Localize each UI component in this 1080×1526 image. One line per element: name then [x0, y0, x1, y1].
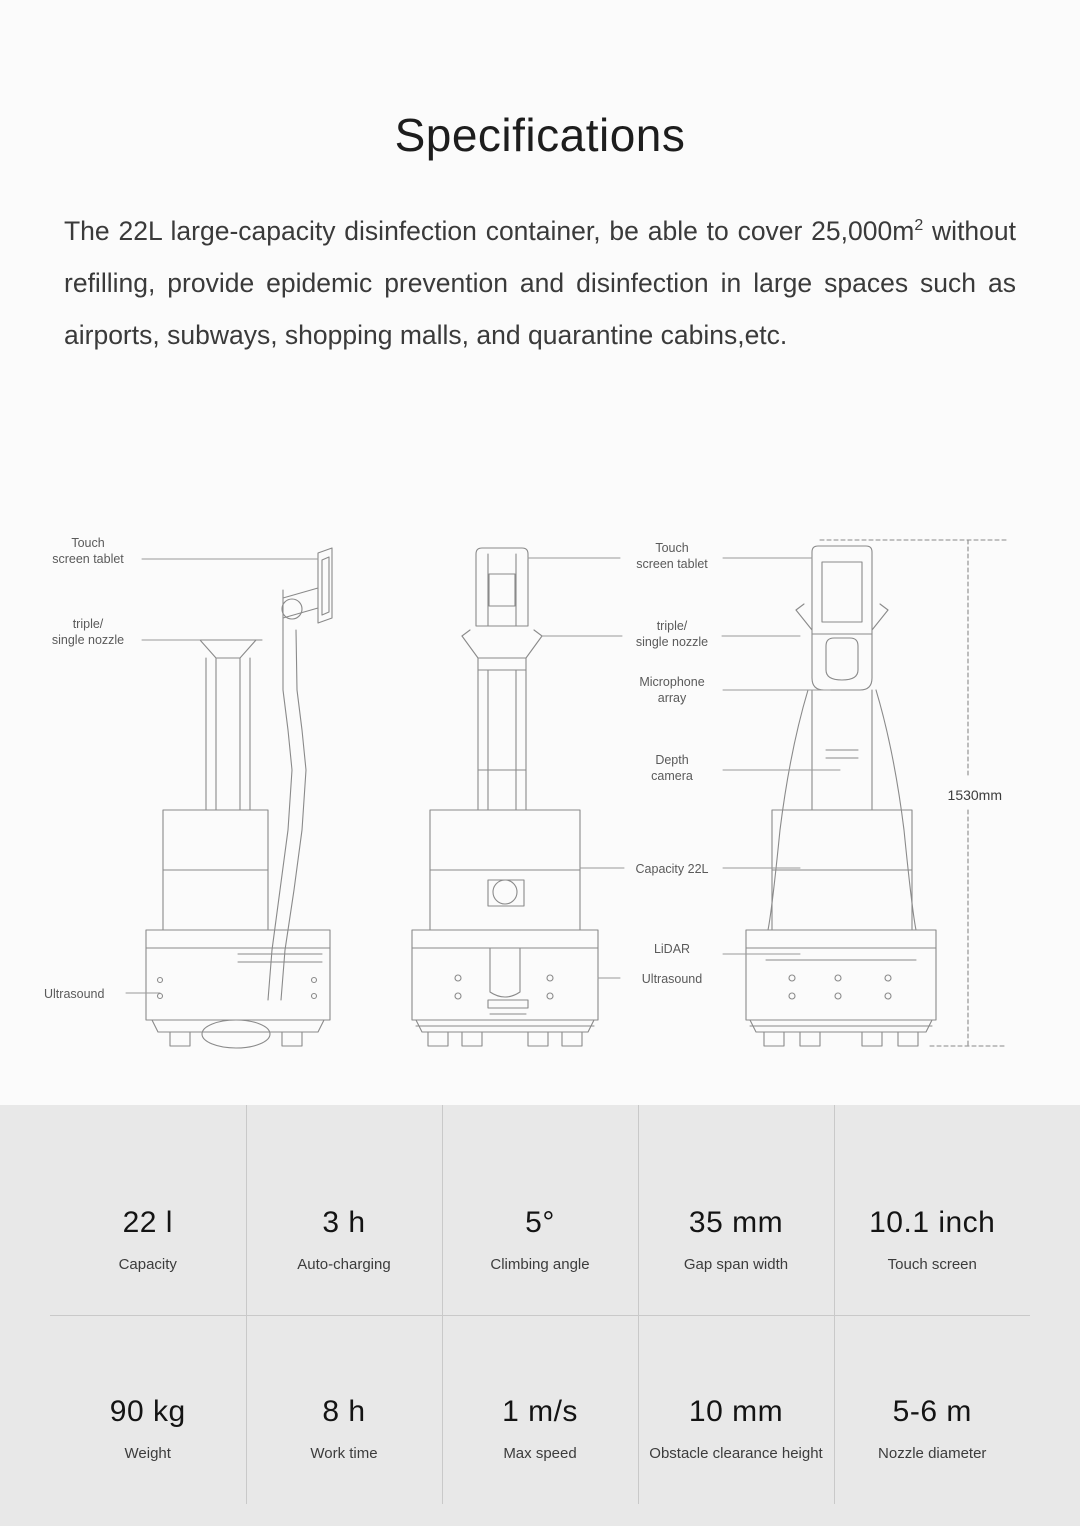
spec-value: 8 h: [322, 1395, 366, 1428]
callout-center-depth-line2: camera: [651, 769, 693, 783]
spec-table-row: [50, 1316, 1030, 1504]
spec-cell-touch-screen: [834, 1105, 1030, 1315]
spec-label: Gap span width: [683, 1256, 789, 1273]
intro-unit-superscript: 2: [914, 217, 924, 234]
spec-label: Climbing angle: [490, 1256, 590, 1273]
callout-left-touch-line1: Touch: [71, 536, 105, 550]
intro-line-1: The 22L large-capacity disinfection container, be able: [64, 215, 698, 246]
spec-label: Auto-charging: [297, 1256, 391, 1273]
spec-label: Touch screen: [887, 1256, 977, 1273]
intro-paragraph: [64, 200, 1016, 361]
dimension-label-height: 1530mm: [947, 787, 1002, 803]
callout-center-nozzle-line2: single nozzle: [635, 635, 709, 649]
spec-cell-work-time: [246, 1316, 442, 1504]
robot-iso-view: [746, 546, 936, 1046]
spec-cell-nozzle-diameter: [834, 1316, 1030, 1504]
side-view-callout-lines: [126, 559, 318, 993]
callout-left-ultrasound: Ultrasound: [44, 987, 105, 1001]
callout-center-microphone-line2: array: [657, 691, 687, 705]
spec-value: 3 h: [322, 1206, 366, 1239]
spec-cell-climbing-angle: [442, 1105, 638, 1315]
robot-side-view: [146, 548, 332, 1048]
callout-center-microphone-line1: Microphone: [639, 675, 705, 689]
intro-line-5: cabins,etc.: [660, 319, 788, 350]
spec-value: 10.1 inch: [869, 1206, 996, 1239]
spec-value: 90 kg: [109, 1395, 186, 1428]
callout-left-nozzle-line1: triple/: [72, 617, 104, 631]
spec-value: 10 mm: [688, 1395, 784, 1428]
intro-line-2b: without refilling, provide epidemic: [64, 215, 1017, 298]
callout-left-nozzle-line2: single nozzle: [51, 633, 125, 647]
spec-value: 5-6 m: [892, 1395, 972, 1428]
spec-cell-obstacle-clearance-height: [638, 1316, 834, 1504]
callout-center-nozzle-line1: triple/: [656, 619, 688, 633]
spec-label: Work time: [310, 1445, 378, 1462]
spec-value: 5°: [525, 1206, 555, 1239]
spec-cell-weight: [50, 1316, 246, 1504]
spec-table-row: [50, 1105, 1030, 1315]
spec-label: Nozzle diameter: [878, 1445, 987, 1462]
spec-cell-capacity: [50, 1105, 246, 1315]
spec-table: [50, 1105, 1030, 1504]
spec-cell-auto-charging: [246, 1105, 442, 1315]
callout-center-capacity: Capacity 22L: [635, 862, 709, 876]
callout-center-touch-line2: screen tablet: [636, 557, 708, 571]
spec-label: Max speed: [503, 1445, 577, 1462]
callout-center-ultrasound: Ultrasound: [641, 972, 703, 986]
callout-center-touch-line1: Touch: [655, 541, 689, 555]
spec-value: 1 m/s: [502, 1395, 578, 1428]
spec-label: Obstacle clearance height: [649, 1445, 823, 1462]
robot-front-view: [412, 548, 598, 1046]
spec-value: 22 l: [122, 1206, 173, 1239]
callout-center-lidar: LiDAR: [653, 942, 691, 956]
spec-label: Capacity: [118, 1256, 177, 1273]
intro-line-2a: to cover 25,000: [706, 215, 893, 246]
intro-unit-m: m: [892, 215, 915, 246]
robot-diagram-band: [0, 530, 1080, 1105]
callout-center-depth-line1: Depth: [655, 753, 689, 767]
callout-left-touch-line2: screen tablet: [52, 552, 124, 566]
page-title: Specifications: [394, 109, 686, 161]
spec-table-band: [0, 1105, 1080, 1526]
spec-cell-gap-span-width: [638, 1105, 834, 1315]
spec-label: Weight: [124, 1445, 171, 1462]
intro-line-3: prevention and disinfection in large spaces such as: [384, 267, 1016, 298]
spec-cell-max-speed: [442, 1316, 638, 1504]
intro-line-4: airports, subways, shopping malls, and quarantine: [64, 319, 654, 350]
spec-value: 35 mm: [688, 1206, 784, 1239]
